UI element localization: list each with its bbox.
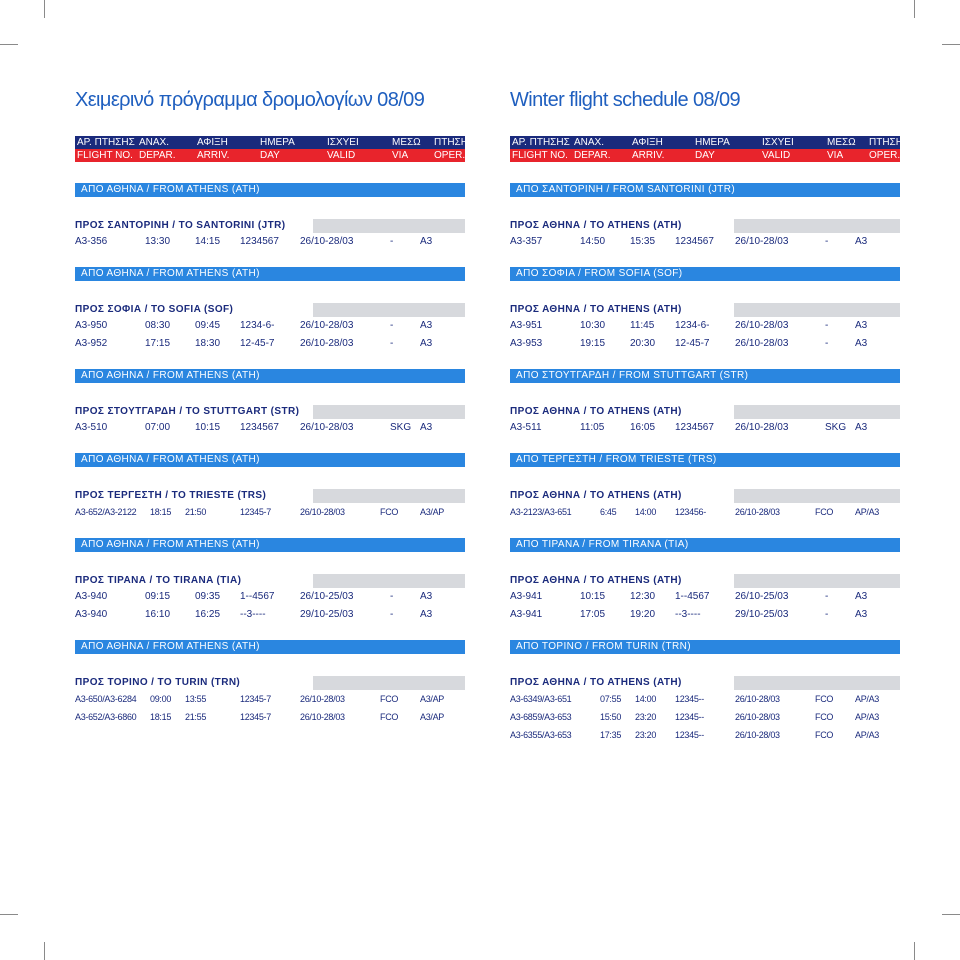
crop-mark-left-top	[0, 44, 18, 45]
left-header-en-col-3: DAY	[260, 150, 280, 161]
right-section-4-row-0-arrival-time: 12:30	[630, 591, 656, 602]
left-section-0-row-0-via: -	[390, 236, 394, 247]
right-section-1-row-1-flight-number: A3-953	[510, 338, 543, 349]
left-section-0-row-0-departure-time: 13:30	[145, 236, 171, 247]
right-section-4-destination: ΠΡΟΣ ΑΘΗΝΑ / TO ATHENS (ATH)	[510, 575, 682, 586]
left-header-en-col-2: ARRIV.	[197, 150, 230, 161]
right-section-5-row-0-validity-period: 26/10-28/03	[735, 694, 780, 704]
left-section-5-row-0-days-of-week: 12345-7	[240, 694, 271, 704]
right-section-0-row-0-via: -	[825, 236, 829, 247]
left-section-3-row-0-arrival-time: 21:50	[185, 507, 207, 517]
right-header-en-col-0: FLIGHT NO.	[512, 150, 568, 161]
left-section-5-row-1-departure-time: 18:15	[150, 712, 172, 722]
right-section-5-row-2-arrival-time: 23:20	[635, 730, 657, 740]
left-section-5-row-0-operator: A3/AP	[420, 694, 445, 704]
left-section-2-row-0-days-of-week: 1234567	[240, 422, 279, 433]
left-schedule-title: Χειμερινό πρόγραμμα δρομολογίων 08/09	[75, 89, 425, 111]
left-section-4-row-0-operator: A3	[420, 591, 433, 602]
left-section-5-row-1-days-of-week: 12345-7	[240, 712, 271, 722]
right-section-2-row-0-validity-period: 26/10-28/03	[735, 422, 789, 433]
left-section-5-row-1-arrival-time: 21:55	[185, 712, 207, 722]
right-section-1-origin: ΑΠΟ ΣΟΦΙΑ / FROM SOFIA (SOF)	[516, 268, 683, 279]
right-section-5-row-0-operator: AP/A3	[855, 694, 880, 704]
crop-mark-top-left	[44, 0, 45, 18]
left-section-1-row-0-flight-number: A3-950	[75, 320, 108, 331]
right-section-1-row-0-via: -	[825, 320, 829, 331]
right-section-5-row-0-arrival-time: 14:00	[635, 694, 657, 704]
left-section-0-row-0-days-of-week: 1234567	[240, 236, 279, 247]
left-section-0-from-band	[75, 183, 465, 197]
right-section-3-row-0-arrival-time: 14:00	[635, 507, 657, 517]
right-header-en-col-3: DAY	[695, 150, 715, 161]
right-column-header	[510, 136, 903, 162]
right-header-gr-col-5: ΜΕΣΩ	[827, 137, 856, 148]
left-section-0-destination: ΠΡΟΣ ΣΑΝΤΟΡΙΝΗ / TO SANTORINI (JTR)	[75, 220, 286, 231]
right-section-4-row-1-days-of-week: --3----	[675, 609, 701, 620]
left-section-5-row-1-operator: A3/AP	[420, 712, 445, 722]
left-section-5-origin: ΑΠΟ ΑΘΗΝΑ / FROM ATHENS (ATH)	[81, 641, 260, 652]
left-section-4-to-band	[75, 574, 465, 588]
left-section-4-row-0-via: -	[390, 591, 394, 602]
right-header-en-col-6: OPER.	[869, 150, 901, 161]
right-section-2-row-0-flight-number: A3-511	[510, 422, 542, 433]
left-section-4-origin: ΑΠΟ ΑΘΗΝΑ / FROM ATHENS (ATH)	[81, 539, 260, 550]
right-section-5-row-2-validity-period: 26/10-28/03	[735, 730, 780, 740]
left-section-1-row-0-via: -	[390, 320, 394, 331]
right-section-2-from-band	[510, 369, 900, 383]
right-section-4-to-band	[510, 574, 900, 588]
left-section-5-row-0-flight-number: A3-650/A3-6284	[75, 694, 137, 704]
right-section-2-row-0-departure-time: 11:05	[580, 422, 605, 433]
left-section-3-from-band	[75, 453, 465, 467]
left-section-1-row-1-validity-period: 26/10-28/03	[300, 338, 354, 349]
left-section-1-row-0-validity-period: 26/10-28/03	[300, 320, 354, 331]
right-section-5-origin: ΑΠΟ ΤΟΡΙΝΟ / FROM TURIN (TRN)	[516, 641, 691, 652]
left-section-2-to-band	[75, 405, 465, 419]
right-section-5-row-2-operator: AP/A3	[855, 730, 880, 740]
left-section-4-row-1-departure-time: 16:10	[145, 609, 171, 620]
left-section-0-origin: ΑΠΟ ΑΘΗΝΑ / FROM ATHENS (ATH)	[81, 184, 260, 195]
right-section-2-destination: ΠΡΟΣ ΑΘΗΝΑ / TO ATHENS (ATH)	[510, 406, 682, 417]
right-section-3-row-0-validity-period: 26/10-28/03	[735, 507, 780, 517]
left-header-en-col-1: DEPAR.	[139, 150, 176, 161]
left-section-2-row-0-departure-time: 07:00	[145, 422, 171, 433]
crop-mark-left-bottom	[0, 914, 18, 915]
right-section-1-row-1-departure-time: 19:15	[580, 338, 606, 349]
right-section-2-origin: ΑΠΟ ΣΤΟΥΤΓΑΡΔΗ / FROM STUTTGART (STR)	[516, 370, 749, 381]
right-section-3-row-0-via: FCO	[815, 507, 834, 517]
right-section-5-row-0-days-of-week: 12345--	[675, 694, 704, 704]
right-section-0-row-0-departure-time: 14:50	[580, 236, 606, 247]
left-section-4-row-0-departure-time: 09:15	[145, 591, 171, 602]
right-section-5-row-1-validity-period: 26/10-28/03	[735, 712, 780, 722]
left-section-0-row-0-operator: A3	[420, 236, 433, 247]
left-section-1-origin: ΑΠΟ ΑΘΗΝΑ / FROM ATHENS (ATH)	[81, 268, 260, 279]
right-header-gr-col-3: ΗΜΕΡΑ	[695, 137, 730, 148]
right-section-0-row-0-arrival-time: 15:35	[630, 236, 656, 247]
left-section-1-row-1-days-of-week: 12-45-7	[240, 338, 275, 349]
left-header-gr-col-6: ΠΤΗΣΗ	[434, 137, 468, 148]
right-section-2-row-0-arrival-time: 16:05	[630, 422, 656, 433]
left-section-1-row-1-arrival-time: 18:30	[195, 338, 221, 349]
right-section-3-row-0-departure-time: 6:45	[600, 507, 617, 517]
right-section-3-origin: ΑΠΟ ΤΕΡΓΕΣΤΗ / FROM TRIESTE (TRS)	[516, 454, 717, 465]
right-header-gr-col-1: ΑΝΑΧ.	[574, 137, 605, 148]
left-header-gr-col-0: ΑΡ. ΠΤΗΣΗΣ	[77, 137, 135, 148]
right-section-1-row-1-days-of-week: 12-45-7	[675, 338, 710, 349]
right-section-4-row-0-days-of-week: 1--4567	[675, 591, 710, 602]
left-section-4-row-1-flight-number: A3-940	[75, 609, 108, 620]
right-section-2-to-band	[510, 405, 900, 419]
right-section-1-row-0-days-of-week: 1234-6-	[675, 320, 710, 331]
right-header-en-col-4: VALID	[762, 150, 791, 161]
right-section-3-destination: ΠΡΟΣ ΑΘΗΝΑ / TO ATHENS (ATH)	[510, 490, 682, 501]
left-section-1-to-band	[75, 303, 465, 317]
left-section-3-destination: ΠΡΟΣ ΤΕΡΓΕΣΤΗ / TO TRIESTE (TRS)	[75, 490, 267, 501]
left-section-2-destination: ΠΡΟΣ ΣΤΟΥΤΓΑΡΔΗ / TO STUTTGART (STR)	[75, 406, 300, 417]
left-header-gr-col-3: ΗΜΕΡΑ	[260, 137, 295, 148]
right-section-5-row-0-via: FCO	[815, 694, 834, 704]
right-section-5-row-1-flight-number: A3-6859/A3-653	[510, 712, 572, 722]
right-section-4-row-1-arrival-time: 19:20	[630, 609, 656, 620]
left-section-5-destination: ΠΡΟΣ ΤΟΡΙΝΟ / TO TURIN (TRN)	[75, 677, 241, 688]
left-section-4-from-band	[75, 538, 465, 552]
crop-mark-bottom-right	[914, 942, 915, 960]
right-section-1-row-0-validity-period: 26/10-28/03	[735, 320, 789, 331]
left-section-2-from-band	[75, 369, 465, 383]
left-section-4-row-0-arrival-time: 09:35	[195, 591, 221, 602]
crop-mark-right-top	[942, 44, 960, 45]
right-header-gr-col-0: ΑΡ. ΠΤΗΣΗΣ	[512, 137, 570, 148]
left-header-gr-col-5: ΜΕΣΩ	[392, 137, 421, 148]
left-section-1-row-0-arrival-time: 09:45	[195, 320, 221, 331]
left-header-gr-col-1: ΑΝΑΧ.	[139, 137, 170, 148]
left-section-2-row-0-validity-period: 26/10-28/03	[300, 422, 354, 433]
left-section-3-row-0-operator: A3/AP	[420, 507, 445, 517]
right-header-gr-col-4: ΙΣΧΥΕΙ	[762, 137, 794, 148]
left-section-5-row-1-validity-period: 26/10-28/03	[300, 712, 345, 722]
left-section-4-row-1-operator: A3	[420, 609, 433, 620]
left-section-3-row-0-validity-period: 26/10-28/03	[300, 507, 345, 517]
right-header-gr-col-6: ΠΤΗΣΗ	[869, 137, 903, 148]
right-section-5-row-0-departure-time: 07:55	[600, 694, 622, 704]
right-section-5-row-1-operator: AP/A3	[855, 712, 880, 722]
right-header-gr-col-2: ΑΦΙΞΗ	[632, 137, 663, 148]
right-section-5-row-2-via: FCO	[815, 730, 834, 740]
left-header-en-col-0: FLIGHT NO.	[77, 150, 133, 161]
right-section-5-row-1-departure-time: 15:50	[600, 712, 622, 722]
right-section-0-row-0-operator: A3	[855, 236, 868, 247]
right-section-5-row-1-via: FCO	[815, 712, 834, 722]
right-section-3-to-band	[510, 489, 900, 503]
left-section-1-destination: ΠΡΟΣ ΣΟΦΙΑ / TO SOFIA (SOF)	[75, 304, 234, 315]
right-header-en-col-2: ARRIV.	[632, 150, 665, 161]
right-section-5-destination: ΠΡΟΣ ΑΘΗΝΑ / TO ATHENS (ATH)	[510, 677, 682, 688]
right-header-en-col-1: DEPAR.	[574, 150, 611, 161]
right-section-1-row-1-operator: A3	[855, 338, 868, 349]
right-section-4-origin: ΑΠΟ ΤΙΡΑΝΑ / FROM TIRANA (TIA)	[516, 539, 689, 550]
right-section-4-row-0-operator: A3	[855, 591, 868, 602]
left-section-1-row-1-flight-number: A3-952	[75, 338, 108, 349]
right-section-2-row-0-operator: A3	[855, 422, 868, 433]
right-section-1-to-band	[510, 303, 900, 317]
right-section-3-row-0-flight-number: A3-2123/A3-651	[510, 507, 572, 517]
left-section-1-row-0-operator: A3	[420, 320, 433, 331]
left-section-0-to-band	[75, 219, 465, 233]
right-section-4-row-0-flight-number: A3-941	[510, 591, 543, 602]
right-section-4-row-1-flight-number: A3-941	[510, 609, 543, 620]
right-section-1-destination: ΠΡΟΣ ΑΘΗΝΑ / TO ATHENS (ATH)	[510, 304, 682, 315]
left-section-5-row-1-flight-number: A3-652/A3-6860	[75, 712, 137, 722]
crop-mark-right-bottom	[942, 914, 960, 915]
left-section-4-row-1-via: -	[390, 609, 394, 620]
left-section-0-row-0-validity-period: 26/10-28/03	[300, 236, 354, 247]
left-section-1-row-0-days-of-week: 1234-6-	[240, 320, 275, 331]
right-section-5-row-2-departure-time: 17:35	[600, 730, 622, 740]
right-section-4-row-1-operator: A3	[855, 609, 868, 620]
right-section-4-row-1-via: -	[825, 609, 829, 620]
left-section-3-row-0-days-of-week: 12345-7	[240, 507, 271, 517]
crop-mark-bottom-left	[44, 942, 45, 960]
right-section-0-row-0-flight-number: A3-357	[510, 236, 543, 247]
left-section-5-from-band	[75, 640, 465, 654]
crop-mark-top-right	[914, 0, 915, 18]
right-section-3-row-0-days-of-week: 123456-	[675, 507, 706, 517]
right-section-1-row-0-operator: A3	[855, 320, 868, 331]
left-section-4-row-0-validity-period: 26/10-25/03	[300, 591, 354, 602]
right-section-4-row-1-validity-period: 29/10-25/03	[735, 609, 789, 620]
left-section-5-row-0-via: FCO	[380, 694, 399, 704]
right-section-0-destination: ΠΡΟΣ ΑΘΗΝΑ / TO ATHENS (ATH)	[510, 220, 682, 231]
right-section-4-row-0-validity-period: 26/10-25/03	[735, 591, 789, 602]
right-header-en-col-5: VIA	[827, 150, 844, 161]
right-section-0-row-0-days-of-week: 1234567	[675, 236, 714, 247]
left-section-5-row-0-validity-period: 26/10-28/03	[300, 694, 345, 704]
right-section-1-row-0-flight-number: A3-951	[510, 320, 543, 331]
right-schedule-title: Winter flight schedule 08/09	[510, 89, 741, 111]
left-header-en-col-4: VALID	[327, 150, 356, 161]
left-section-5-row-0-arrival-time: 13:55	[185, 694, 207, 704]
left-section-3-origin: ΑΠΟ ΑΘΗΝΑ / FROM ATHENS (ATH)	[81, 454, 260, 465]
right-section-1-row-1-via: -	[825, 338, 829, 349]
left-section-1-row-1-via: -	[390, 338, 394, 349]
right-section-4-row-0-via: -	[825, 591, 829, 602]
right-section-0-origin: ΑΠΟ ΣΑΝΤΟΡΙΝΗ / FROM SANTORINI (JTR)	[516, 184, 736, 195]
left-section-2-row-0-arrival-time: 10:15	[195, 422, 221, 433]
left-section-4-row-0-flight-number: A3-940	[75, 591, 108, 602]
right-section-1-row-0-arrival-time: 11:45	[630, 320, 655, 331]
left-header-gr-col-2: ΑΦΙΞΗ	[197, 137, 228, 148]
left-section-4-row-1-days-of-week: --3----	[240, 609, 266, 620]
left-section-5-row-1-via: FCO	[380, 712, 399, 722]
left-header-en-col-6: OPER.	[434, 150, 466, 161]
left-header-gr-col-4: ΙΣΧΥΕΙ	[327, 137, 359, 148]
right-section-0-to-band	[510, 219, 900, 233]
right-section-3-from-band	[510, 453, 900, 467]
right-section-0-from-band	[510, 183, 900, 197]
right-section-5-row-1-arrival-time: 23:20	[635, 712, 657, 722]
left-section-4-row-1-arrival-time: 16:25	[195, 609, 221, 620]
left-section-2-origin: ΑΠΟ ΑΘΗΝΑ / FROM ATHENS (ATH)	[81, 370, 260, 381]
left-section-2-row-0-via: SKG	[390, 422, 412, 433]
left-section-4-destination: ΠΡΟΣ ΤΙΡΑΝΑ / TO TIRANA (TIA)	[75, 575, 242, 586]
right-section-4-row-1-departure-time: 17:05	[580, 609, 606, 620]
left-section-1-row-1-operator: A3	[420, 338, 433, 349]
right-section-5-to-band	[510, 676, 900, 690]
left-section-5-row-0-departure-time: 09:00	[150, 694, 172, 704]
right-section-5-from-band	[510, 640, 900, 654]
right-section-2-row-0-via: SKG	[825, 422, 847, 433]
left-section-4-row-1-validity-period: 29/10-25/03	[300, 609, 354, 620]
left-section-3-to-band	[75, 489, 465, 503]
right-section-5-row-2-days-of-week: 12345--	[675, 730, 704, 740]
left-section-3-row-0-departure-time: 18:15	[150, 507, 172, 517]
right-section-5-row-0-flight-number: A3-6349/A3-651	[510, 694, 572, 704]
left-section-3-row-0-flight-number: A3-652/A3-2122	[75, 507, 137, 517]
left-section-2-row-0-flight-number: A3-510	[75, 422, 108, 433]
right-section-4-row-0-departure-time: 10:15	[580, 591, 606, 602]
left-column-header	[75, 136, 468, 162]
right-section-4-from-band	[510, 538, 900, 552]
right-section-2-row-0-days-of-week: 1234567	[675, 422, 714, 433]
right-section-1-row-1-arrival-time: 20:30	[630, 338, 656, 349]
right-section-5-row-1-days-of-week: 12345--	[675, 712, 704, 722]
right-section-3-row-0-operator: AP/A3	[855, 507, 880, 517]
left-header-en-col-5: VIA	[392, 150, 409, 161]
left-section-1-row-1-departure-time: 17:15	[145, 338, 171, 349]
right-section-1-from-band	[510, 267, 900, 281]
right-section-5-row-2-flight-number: A3-6355/A3-653	[510, 730, 572, 740]
left-section-0-row-0-flight-number: A3-356	[75, 236, 108, 247]
left-section-5-to-band	[75, 676, 465, 690]
left-section-1-row-0-departure-time: 08:30	[145, 320, 171, 331]
left-section-3-row-0-via: FCO	[380, 507, 399, 517]
right-section-0-row-0-validity-period: 26/10-28/03	[735, 236, 789, 247]
left-section-0-row-0-arrival-time: 14:15	[195, 236, 221, 247]
left-section-1-from-band	[75, 267, 465, 281]
right-section-1-row-1-validity-period: 26/10-28/03	[735, 338, 789, 349]
left-section-2-row-0-operator: A3	[420, 422, 433, 433]
right-section-1-row-0-departure-time: 10:30	[580, 320, 606, 331]
left-section-4-row-0-days-of-week: 1--4567	[240, 591, 275, 602]
